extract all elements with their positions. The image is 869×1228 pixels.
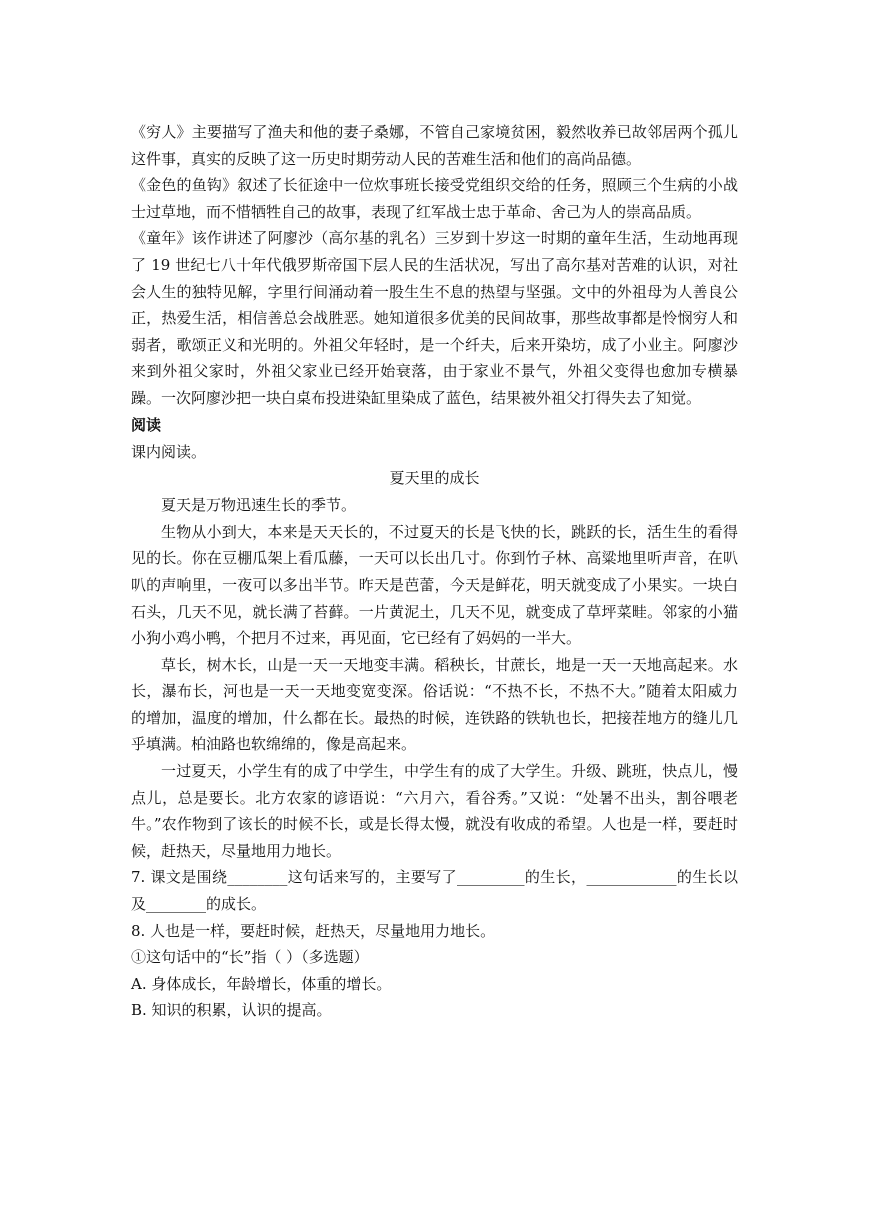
section-subheading: 课内阅读。 (131, 442, 207, 461)
question-8-subquestion: ①这句话中的“长”指（ ）（多选题） (131, 948, 369, 967)
section-heading: 阅读 (131, 415, 162, 434)
passage-paragraph-3: 草长，树木长，山是一天一天地变丰满。稻秧长，甘蔗长，地是一天一天地高起来。水长，瀑布长，河也是一天一天地变宽变深。俗话说：“不热不长，不热不大。”随着太阳威力的增加，温度的增加，什么都在长。最热的时候，连铁路的铁轨也长，把接茬地方的缝儿几乎填满。柏油路也软绵绵的，像是高起来。 (131, 655, 738, 754)
passage-paragraph-4: 一过夏天，小学生有的成了中学生，中学生有的成了大学生。升级、跳班，快点儿，慢点儿，总是要长。北方农家的谚语说：“六月六，看谷秀。”又说：“处暑不出头，割谷喂老牛。”农作物到了该长的时候不长，或是长得太慢，就没有收成的希望。人也是一样，要赶时候，赶热天，尽量地用力地长。 (131, 762, 738, 860)
option-b: B. 知识的积累，认识的提高。 (131, 1001, 332, 1020)
intro-paragraph-qiongren: 《穷人》主要描写了渔夫和他的妻子桑娜，不管自己家境贫困，毅然收养已故邻居两个孤儿这件事，真实的反映了这一历史时期劳动人民的苦难生活和他们的高尚品德。 (131, 123, 738, 168)
intro-paragraph-tongnian: 《童年》该作讲述了阿廖沙（高尔基的乳名）三岁到十岁这一时期的童年生活，生动地再现了 19 世纪七八十年代俄罗斯帝国下层人民的生活状况，写出了高尔基对苦难的认识，对社会人生的独特见解，字里行间涌动着一股生生不息的热望与坚强。文中的外祖母为人善良公正，热爱生活，相信善总会战胜恶。她知道很多优美的民间故事，那些故事都是怜悯穷人和弱者，歌颂正义和光明的。外祖父年轻时，是一个纤夫，后来开染坊，成了小业主。阿廖沙来到外祖父家时，外祖父家业已经开始衰落，由于家业不景气，外祖父变得也愈加专横暴躁。一次阿廖沙把一块白桌布投进染缸里染成了蓝色，结果被外祖父打得失去了知觉。 (131, 229, 738, 407)
passage-paragraph-2: 生物从小到大，本来是天天长的，不过夏天的长是飞快的长，跳跃的长，活生生的看得见的长。你在豆棚瓜架上看瓜藤，一天可以长出几寸。你到竹子林、高粱地里听声音，在叭叭的声响里，一夜可以多出半节。昨天是芭蕾，今天是鲜花，明天就变成了小果实。一块白石头，几天不见，就长满了苔藓。一片黄泥土，几天不见，就变成了草坪菜畦。邻家的小猫小狗小鸡小鸭，个把月不过来，再见面，它已经有了妈妈的一半大。 (131, 522, 738, 648)
question-8: 8. 人也是一样，要赶时候，赶热天，尽量地用力地长。 (131, 921, 496, 940)
option-a: A. 身体成长，年龄增长，体重的增长。 (131, 974, 392, 993)
intro-paragraph-yugou: 《金色的鱼钩》叙述了长征途中一位炊事班长接受党组织交给的任务，照顾三个生病的小战士过草地，而不惜牺牲自己的故事，表现了红军战士忠于革命、舍己为人的崇高品质。 (131, 176, 738, 221)
document-page (131, 119, 738, 1024)
question-7: 7. 课文是围绕________这句话来写的，主要写了_________的生长，____________的生长以及________的成长。 (131, 868, 738, 914)
passage-paragraph-1: 夏天是万物迅速生长的季节。 (161, 496, 357, 515)
passage-title: 夏天里的成长 (389, 469, 480, 488)
